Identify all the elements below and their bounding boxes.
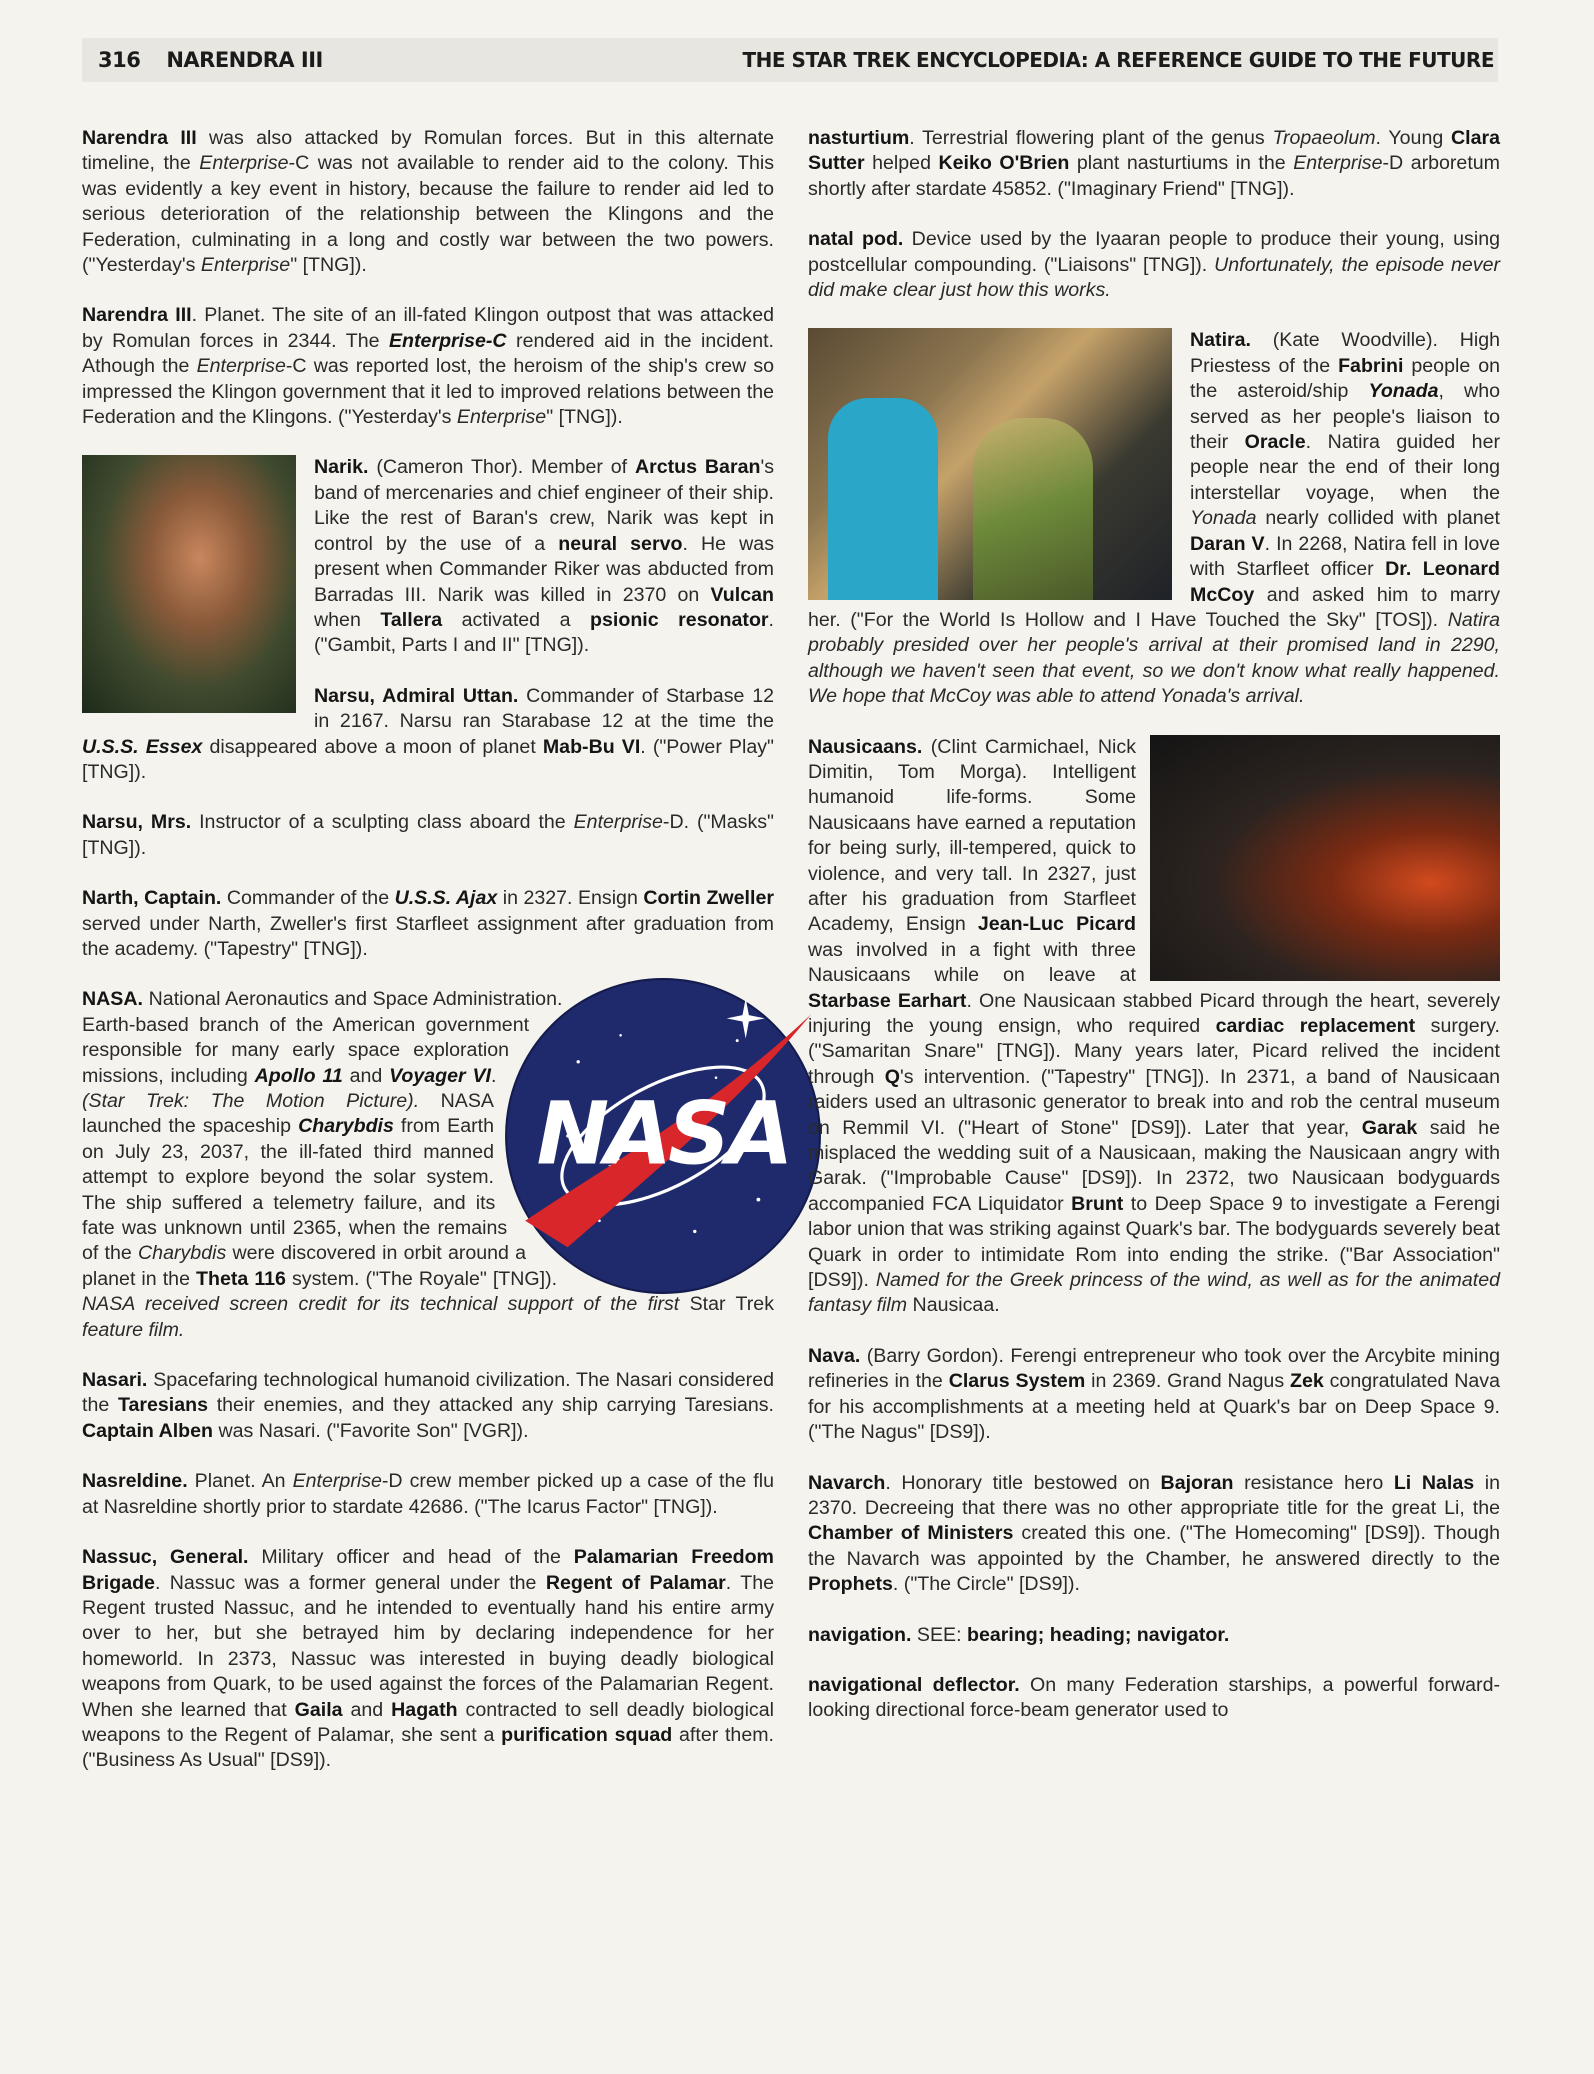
entry-navigational-deflector: navigational deflector. On many Federation starships, a powerful forward-looking directional force-beam generator used to xyxy=(808,1673,1500,1722)
entry-natira: Natira. (Kate Woodville). High Priestess of the Fabrini people on the asteroid/ship Yonada, who served as her people's liaison to their Oracle. Natira guided her people near the end of their long interstellar voyage, when the Yonada nearly collided with planet Daran V. In 2268, Natira fell in love with Starfleet officer Dr. Leonard McCoy and asked him to marry her. ("For the World Is Hollow and I Have Touched the Sky" [TOS]). Natira probably presided over her people's arrival at their promised land in 2290, although we haven't seen that event, so we don't know what really happened. We hope that McCoy was able to attend Yonada's arrival. xyxy=(808,329,1501,708)
entry-nava: Nava. (Barry Gordon). Ferengi entrepreneur who took over the Arcybite mining refineries in the Clarus System in 2369. Grand Nagus Zek congratulated Nava for his accomplishments at a meeting held at Quark's bar on Deep Space 9. ("The Nagus" [DS9]). xyxy=(808,1344,1500,1444)
natira-photo xyxy=(808,328,1172,600)
page-number: 316 xyxy=(98,48,141,72)
entry-natal-pod: natal pod. Device used by the Iyaaran people to produce their young, using postcellular compounding. ("Liaisons" [TNG]). Unfortunately, the episode never did make clear just how this works. xyxy=(808,228,1500,302)
nausicaans-photo xyxy=(1150,735,1500,981)
narik-photo xyxy=(82,455,296,713)
entry-nasreldine: Nasreldine. Planet. An Enterprise-D crew member picked up a case of the flu at Nasreldine shortly prior to stardate 42686. ("The Icarus Factor" [TNG]). xyxy=(82,1470,774,1518)
running-header xyxy=(82,38,1498,82)
entry-narendra-iii: Narendra III. Planet. The site of an ill-fated Klingon outpost that was attacked by Romulan forces in 2344. The Enterprise-C rendered aid in the incident. Athough the Enterprise-C was reported lost, the heroism of the ship's crew so impressed the Klingon government that it led to improved relations between the Federation and the Klingons. ("Yesterday's Enterprise" [TNG]). xyxy=(82,304,775,429)
entry-navigation: navigation. SEE: bearing; heading; navigator. xyxy=(808,1623,1230,1646)
entry-narsu-mrs: Narsu, Mrs. Instructor of a sculpting class aboard the Enterprise-D. ("Masks" [TNG]). xyxy=(82,811,774,859)
book-title: THE STAR TREK ENCYCLOPEDIA: A REFERENCE GUIDE TO THE FUTURE xyxy=(742,48,1494,72)
svg-text:NASA: NASA xyxy=(536,1083,790,1185)
entry-narth: Narth, Captain. Commander of the U.S.S. Ajax in 2327. Ensign Cortin Zweller served under Narth, Zweller's first Starfleet assignment after graduation from the academy. ("Tapestry" [TNG]). xyxy=(82,887,774,960)
entry-narik: Narik. (Cameron Thor). Member of Arctus Baran's band of mercenaries and chief engineer of their ship. Like the rest of Baran's crew, Narik was kept in control by the use of a neural servo. He was present when Commander Riker was abducted from Barradas III. Narik was killed in 2370 on Vulcan when Tallera activated a psionic resonator. ("Gambit, Parts I and II" [TNG]). xyxy=(82,455,774,658)
entry-narendra-iii-alt: Narendra III was also attacked by Romulan forces. But in this alternate timeline, the Enterprise-C was not available to render aid to the colony. This was evidently a key event in history, because the failure to render aid led to serious deterioration of the relationship between the Klingons and the Federation, culminating in a long and costly war between the two powers. ("Yesterday's Enterprise" [TNG]). xyxy=(82,127,775,277)
running-head: NARENDRA III xyxy=(166,48,323,72)
right-column xyxy=(808,126,1500,1749)
entry-nassuc: Nassuc, General. Military officer and head of the Palamarian Freedom Brigade. Nassuc was a former general under the Regent of Palamar. The Regent trusted Nassuc, and he intended to eventually hand his entire army over to her, but she betrayed him by declaring independence for her homeworld. In 2373, Nassuc was interested in buying deadly biological weapons from Quark, to be used against the forces of the Palamarian Regent. When she learned that Gaila and Hagath contracted to sell deadly biological weapons to the Regent of Palamar, she sent a purification squad after them. ("Business As Usual" [DS9]). xyxy=(82,1546,774,1772)
entry-narsu-admiral: Narsu, Admiral Uttan. Commander of Starbase 12 in 2167. Narsu ran Starabase 12 at the time the U.S.S. Essex disappeared above a moon of planet Mab-Bu VI. ("Power Play" [TNG]). xyxy=(82,684,775,783)
left-column xyxy=(82,126,790,1799)
entry-nasturtium: nasturtium. Terrestrial flowering plant of the genus Tropaeolum. Young Clara Sutter helped Keiko O'Brien plant nasturtiums in the Enterprise-D arboretum shortly after stardate 45852. ("Imaginary Friend" [TNG]). xyxy=(808,127,1500,200)
entry-nasari: Nasari. Spacefaring technological humanoid civilization. The Nasari considered the Taresians their enemies, and they attacked any ship carrying Taresians. Captain Alben was Nasari. ("Favorite Son" [VGR]). xyxy=(82,1369,774,1442)
entry-nausicaans: Nausicaans. (Clint Carmichael, Nick Dimitin, Tom Morga). Intelligent humanoid life-forms. Some Nausicaans have earned a reputation for being surly, ill-tempered, quick to violence, and very tall. In 2327, just after his graduation from Starfleet Academy, Ensign Jean-Luc Picard was involved in a fight with three Nausicaans while on leave at Starbase Earhart. One Nausicaan stabbed Picard through the heart, severely injuring the young ensign, who required cardiac replacement surgery. ("Samaritan Snare" [TNG]). Many years later, Picard relived the incident through Q's intervention. ("Tapestry" [TNG]). In 2371, a band of Nausicaan raiders used an ultrasonic generator to break into and rob the central museum on Remmil VI. ("Heart of Stone" [DS9]). Later that year, Garak said he misplaced the wedding suit of a Nausicaan, making the Nausicaan angry with Garak. ("Improbable Cause" [DS9]). In 2372, two Nausicaan bodyguards accompanied FCA Liquidator Brunt to Deep Space 9 to investigate a Ferengi labor union that was striking against Quark's bar. The bodyguards severely beat Quark in order to intimidate Rom into ending the strike. ("Bar Association" [DS9]). Named for the Greek princess of the wind, as well as for the animated fantasy film Nausicaa. xyxy=(808,735,1501,1317)
nasa-logo-icon xyxy=(504,977,822,1295)
entry-nasa: NASA NASA. National Aeronautics and Space Administration. Earth-based branch of the American government responsible for many early space exploration missions, including Apollo 11 and Voyager VI. (Star Trek: The Motion Picture). NASA launched the spaceship Charybdis from Earth on July 23, 2037, the ill-fated third manned attempt to explore beyond the solar system. The ship suffered a telemetry failure, and its fate was unknown until 2365, when the remains of the Charybdis were discovered in orbit around a planet in the Theta 116 system. ("The Royale" [TNG]). NASA received screen credit for its technical support of the first Star Trek feature film. xyxy=(82,987,774,1343)
entry-navarch: Navarch. Honorary title bestowed on Bajoran resistance hero Li Nalas in 2370. Decreeing that there was no other appropriate title for the great Li, the Chamber of Ministers created this one. ("The Homecoming" [DS9]). Though the Navarch was appointed by the Chamber, he answered directly to the Prophets. ("The Circle" [DS9]). xyxy=(808,1471,1500,1596)
